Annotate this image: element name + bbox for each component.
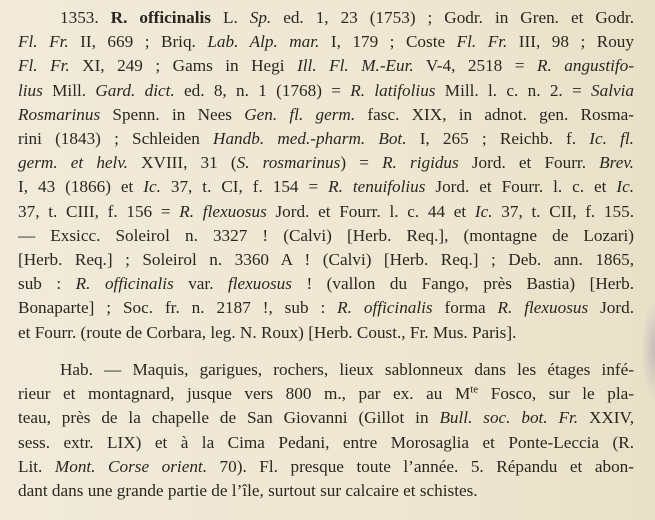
- entry-line: [18, 54, 634, 78]
- text-run: rieur et montagnard, jusque vers 800 m., par ex. au M: [18, 384, 471, 404]
- text-run: L.: [210, 8, 250, 27]
- text-run: Mill. l. c. n. 2. =: [435, 80, 592, 100]
- text-run: ed. 1, 23 (1753) ; Godr. in Gren. et Godr.: [271, 8, 634, 27]
- entry-line: [18, 200, 634, 224]
- italic-text: Ic.: [616, 177, 634, 197]
- text-run: I, 43 (1866) et: [18, 177, 144, 197]
- text-run: sub :: [18, 274, 76, 294]
- text-run: I, 265 ; Reichb. f.: [406, 129, 590, 148]
- entry-line: [18, 175, 634, 199]
- text-run: ! (vallon du Fango, près Bastia) [Herb.: [291, 274, 634, 294]
- entry-line: [60, 6, 634, 30]
- text-run: 70). Fl. presque toute l’année. 5. Répandu et abon-: [207, 456, 634, 476]
- text-run: 37, t. CI, f. 154 =: [160, 177, 329, 197]
- text-run: Mill.: [42, 80, 96, 100]
- text-run: teau, près de la chapelle de San Giovanni (Gillot in: [18, 408, 440, 428]
- italic-text: Ic.: [474, 201, 493, 221]
- italic-text: Ill. Fl. M.-Eur.: [297, 56, 414, 76]
- habitat-line: [18, 455, 634, 479]
- habitat-line: [60, 358, 634, 382]
- text-run: 37, t. CIII, f. 156 =: [18, 201, 180, 221]
- text-run: dant dans une grande partie de l’île, surtout sur calcaire et schistes.: [18, 481, 478, 500]
- text-run: ) =: [340, 153, 383, 173]
- text-run: var.: [173, 274, 228, 294]
- italic-text: Salvia: [591, 80, 634, 100]
- italic-text: Mont. Corse orient.: [54, 456, 207, 476]
- italic-text: S. rosmarinus: [236, 153, 341, 173]
- italic-text: R. angustifo-: [536, 56, 634, 76]
- italic-text: R. latifolius: [350, 80, 436, 100]
- habitat-line: [18, 431, 634, 455]
- text-run: I, 179 ; Coste: [319, 32, 457, 52]
- text-run: Bonaparte] ; Soc. fr. n. 2187 !, sub :: [18, 298, 338, 318]
- text-run: III, 98 ; Rouy: [507, 32, 634, 52]
- italic-text: Handb. med.-pharm. Bot.: [213, 129, 407, 148]
- entry-line: [18, 30, 634, 54]
- italic-text: Gen. fl. germ.: [244, 104, 356, 124]
- page-edge-stain: [641, 300, 655, 400]
- italic-text: Rosmarinus: [18, 104, 101, 124]
- habitat-line: [18, 406, 634, 430]
- entry-line: [18, 272, 634, 296]
- text-run: V-4, 2518 =: [413, 56, 537, 76]
- italic-text: Fl. Fr.: [456, 32, 508, 52]
- italic-text: Lab. Alp. mar.: [207, 32, 320, 52]
- italic-text: germ. et helv.: [18, 153, 128, 173]
- text-run: 37, t. CII, f. 155.: [492, 201, 634, 221]
- text-run: Fosco, sur le pla-: [478, 384, 634, 404]
- species-name: R. officinalis: [110, 8, 211, 27]
- entry-line: [18, 224, 634, 248]
- entry-line: [18, 103, 634, 127]
- text-run: XXIV,: [578, 408, 634, 428]
- text-run: Jord. et Fourr. l. c. et: [425, 177, 617, 197]
- text-run: Hab. — Maquis, garigues, rochers, lieux sablonneux dans les étages infé-: [60, 360, 634, 379]
- text-run: et Fourr. (route de Corbara, leg. N. Roux) [Herb. Coust., Fr. Mus. Paris].: [18, 322, 517, 342]
- text-run: II, 669 ; Briq.: [68, 32, 208, 52]
- text-run: XI, 249 ; Gams in Hegi: [69, 56, 298, 76]
- entry-line: [18, 79, 634, 103]
- italic-text: flexuosus: [228, 274, 292, 294]
- text-run: fasc. XIX, in adnot. gen. Rosma-: [355, 104, 634, 124]
- text-run: 1353.: [60, 8, 111, 27]
- text-run: XVIII, 31 (: [127, 153, 237, 173]
- text-run: Spenn. in Nees: [100, 104, 245, 124]
- italic-text: Fl. Fr.: [18, 32, 69, 52]
- italic-text: Ic.: [143, 177, 161, 197]
- text-run: Lit.: [18, 456, 55, 476]
- text-run: rini (1843) ; Schleiden: [18, 129, 214, 148]
- italic-text: Brev.: [599, 153, 634, 173]
- text-run: sess. extr. LIX) et à la Cima Pedani, entre Morosaglia et Ponte-Leccia (R.: [18, 432, 634, 452]
- italic-text: R. officinalis: [75, 274, 174, 294]
- italic-text: R. officinalis: [337, 298, 433, 318]
- italic-text: Fl. Fr.: [18, 56, 70, 76]
- entry-line: [18, 296, 634, 320]
- entry-line: [18, 151, 634, 175]
- text-run: ed. 8, n. 1 (1768) =: [174, 80, 351, 100]
- text-run: Jord.: [588, 298, 634, 318]
- text-run: Jord. et Fourr. l. c. 44 et: [266, 201, 475, 221]
- italic-text: Sp.: [249, 8, 272, 27]
- italic-text: lius: [18, 80, 43, 100]
- italic-text: R. rigidus: [382, 153, 459, 173]
- entry-line: [18, 248, 634, 272]
- italic-text: Ic. fl.: [589, 129, 634, 148]
- habitat-line: [18, 479, 634, 503]
- text-run: — Exsicc. Soleirol n. 3327 ! (Calvi) [Herb. Req.], (montagne de Lozari): [18, 225, 634, 245]
- italic-text: Gard. dict.: [95, 80, 175, 100]
- entry-line: [18, 127, 634, 151]
- italic-text: R. flexuosus: [179, 201, 267, 221]
- italic-text: R. flexuosus: [497, 298, 589, 318]
- text-run: forma: [432, 298, 498, 318]
- italic-text: R. tenuifolius: [328, 177, 426, 197]
- text-run: te: [470, 383, 479, 396]
- text-run: Jord. et Fourr.: [458, 153, 600, 173]
- entry-line: [18, 321, 634, 345]
- habitat-line: [18, 382, 634, 406]
- text-run: [Herb. Req.] ; Soleirol n. 3360 A ! (Calvi) [Herb. Req.] ; Deb. ann. 1865,: [18, 250, 634, 269]
- italic-text: Bull. soc. bot. Fr.: [439, 408, 579, 428]
